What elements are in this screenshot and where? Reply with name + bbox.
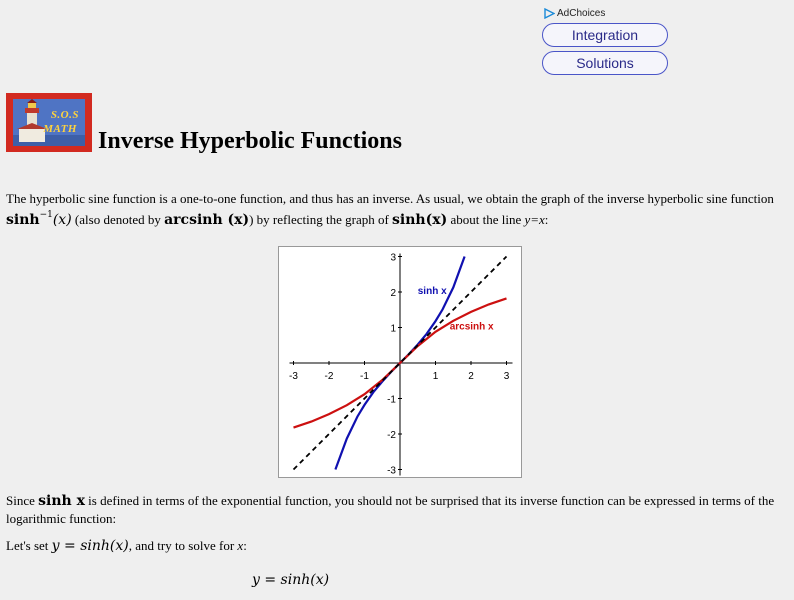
intro-text-b: (also denoted by: [74, 212, 161, 227]
arcsinh-series-label: arcsinh x: [449, 321, 494, 333]
y-tick-label: -2: [387, 430, 396, 441]
math-sinh-x: sinh x: [38, 493, 85, 509]
math-y-equals-sinh: y = sinh(x): [51, 538, 129, 554]
x-tick-label: 1: [432, 371, 439, 382]
graph-svg: [279, 247, 521, 477]
x-tick-label: 3: [503, 371, 510, 382]
intro-text-c: ) by reflecting the graph of: [249, 212, 389, 227]
y-tick-label: 1: [390, 323, 396, 335]
y-tick-label: 2: [390, 288, 396, 299]
adchoices-label: AdChoices: [557, 7, 606, 19]
exponential-paragraph: Since sinh x is defined in terms of the exponential function, you should not be surprised that its inverse function can be expressed in terms of the logarithmic function:: [6, 493, 775, 526]
logo-line2: MATH: [43, 123, 77, 135]
intro-text-a: The hyperbolic sine function is a one-to-one function, and thus has an inverse. As usual, we obtain the graph of the inverse hyperbolic sine function: [6, 191, 774, 206]
x-tick-label: 2: [468, 371, 474, 382]
equation-line-1: y = sinh(x): [252, 572, 330, 588]
intro-text-d: about the line: [450, 212, 522, 227]
math-sinh: sinh(x): [392, 212, 448, 228]
y-tick-label: -1: [387, 394, 396, 406]
solve-paragraph: Let's set y = sinh(x), and try to solve for x:: [6, 538, 247, 554]
adchoices-icon: [544, 8, 555, 19]
page-title: Inverse Hyperbolic Functions: [98, 128, 402, 154]
y-tick-label: -3: [387, 465, 396, 477]
intro-paragraph: The hyperbolic sine function is a one-to-one function, and thus has an inverse. As usual, we obtain the graph of the inverse hyperbolic sine function $\sinh^{-1}(x)$ (also denoted by arcsinh (x)) by reflecting the graph of sinh(x) about the line y=x:: [6, 191, 774, 228]
math-sinh-inverse: $\sinh^{-1}(x)$: [6, 210, 72, 228]
sinh-series-label: sinh x: [417, 285, 447, 297]
adchoices-link[interactable]: [544, 7, 605, 19]
solutions-button[interactable]: Solutions: [542, 51, 668, 75]
sos-math-logo[interactable]: [6, 93, 92, 152]
x-tick-label: -3: [289, 371, 298, 382]
x-tick-label: -2: [324, 371, 334, 382]
logo-line1: S.O.S: [50, 109, 79, 121]
math-arcsinh: arcsinh (x): [164, 212, 250, 228]
y-tick-label: 3: [390, 252, 396, 264]
integration-button[interactable]: Integration: [542, 23, 668, 47]
x-tick-label: -1: [360, 371, 369, 382]
sinh-arcsinh-graph: [278, 246, 522, 478]
line-equation: y=x: [524, 212, 545, 227]
